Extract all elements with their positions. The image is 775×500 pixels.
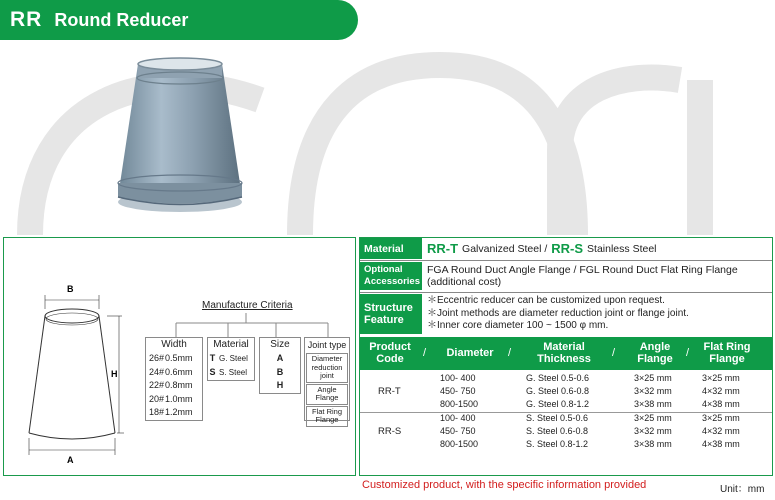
material-value: S. Steel	[219, 367, 248, 377]
material-header: Material	[213, 339, 249, 350]
col-header-flat: Flat Ring Flange	[703, 341, 751, 365]
width-value: 1.0mm	[165, 393, 193, 404]
size-header: Size	[270, 339, 290, 350]
col-header-diameter: Diameter	[446, 347, 494, 359]
width-code: 20#	[148, 393, 164, 404]
size-value: H	[276, 380, 284, 390]
cell-thickness: G. Steel 0.5-0.6	[526, 373, 590, 383]
cell-flat: 3×25 mm	[702, 373, 740, 383]
width-value: 0.6mm	[165, 366, 193, 377]
cell-diameter: 450- 750	[440, 426, 476, 436]
width-value: 1.2mm	[165, 407, 193, 417]
feature-row	[360, 294, 772, 334]
width-box	[145, 337, 203, 421]
material-label: Material	[360, 238, 422, 259]
cell-diameter: 100- 400	[440, 413, 476, 423]
group-code: RR-S	[378, 426, 402, 437]
table-row	[360, 412, 772, 425]
material-code: S	[209, 366, 216, 377]
cell-flat: 4×38 mm	[702, 399, 740, 409]
feature-line: ＊Eccentric reducer can be customized upon request.	[427, 295, 665, 307]
dimension-drawing	[14, 273, 134, 473]
product-name-title: Round Reducer	[54, 9, 189, 30]
table-row	[360, 372, 772, 385]
cell-diameter: 100- 400	[440, 373, 476, 383]
table-row	[360, 438, 772, 451]
cell-angle: 3×25 mm	[634, 413, 672, 423]
material-code-t: RR-T	[427, 241, 459, 256]
product-code-title: RR	[10, 8, 43, 31]
feature-line: ＊Joint methods are diameter reduction joint or flange joint.	[427, 307, 689, 319]
material-box	[207, 337, 255, 381]
cell-flat: 4×32 mm	[702, 386, 740, 396]
width-header: Width	[161, 339, 187, 350]
dimension-label-a: A	[67, 455, 74, 465]
material-row	[360, 238, 772, 259]
table-row	[360, 425, 772, 438]
unit-note: Unit：mm	[720, 484, 765, 495]
cell-diameter: 800-1500	[440, 399, 479, 409]
width-code: 26#	[148, 353, 164, 363]
cell-thickness: G. Steel 0.8-1.2	[526, 399, 590, 409]
group-code: RR-T	[378, 386, 401, 397]
col-header-angle: Angle Flange	[637, 341, 673, 365]
width-code: 24#	[148, 366, 164, 377]
cell-diameter: 800-1500	[440, 439, 479, 449]
spec-table-header: Product Code / Diameter / Material Thickness / Angle Flange / Flat Ring Flange	[360, 337, 772, 370]
col-header-thickness: Material Thickness	[537, 341, 591, 365]
title-bar	[0, 0, 358, 40]
width-value: 0.5mm	[165, 353, 193, 363]
joint-type-item: Diameter reduction joint	[306, 353, 348, 383]
cell-angle: 3×38 mm	[634, 399, 672, 409]
cell-flat: 3×25 mm	[702, 413, 740, 423]
criteria-title: Manufacture Criteria	[202, 300, 293, 311]
material-desc-t: Galvanized Steel /	[462, 242, 548, 255]
cell-flat: 4×38 mm	[702, 439, 740, 449]
table-row	[360, 385, 772, 398]
size-value: B	[276, 366, 284, 377]
accessories-line: FGA Round Duct Angle Flange / FGL Round Duct Flat Ring Flange	[427, 264, 738, 276]
material-code-s: RR-S	[551, 241, 584, 256]
accessories-row	[360, 262, 772, 290]
width-code: 18#	[148, 407, 164, 417]
feature-label: Structure Feature	[360, 294, 422, 334]
cell-thickness: S. Steel 0.6-0.8	[526, 426, 589, 436]
joint-type-item: Flat Ring Flange	[306, 406, 348, 427]
joint-type-item: Angle Flange	[306, 384, 348, 405]
cell-thickness: S. Steel 0.5-0.6	[526, 413, 589, 423]
joint-type-box	[304, 337, 350, 424]
cell-thickness: S. Steel 0.8-1.2	[526, 439, 589, 449]
size-box	[259, 337, 301, 394]
width-code: 22#	[148, 380, 164, 390]
material-value: G. Steel	[219, 354, 248, 363]
table-row	[360, 398, 772, 411]
cell-thickness: G. Steel 0.6-0.8	[526, 386, 590, 396]
customization-note: Customized product, with the specific information provided	[362, 479, 647, 491]
dimension-label-h: H	[111, 369, 118, 379]
material-desc-s: Stainless Steel	[587, 242, 657, 255]
col-header-code: Product Code	[369, 341, 411, 365]
cell-angle: 3×32 mm	[634, 426, 672, 436]
joint-type-header: Joint type	[307, 340, 347, 350]
cell-flat: 4×32 mm	[702, 426, 740, 436]
specification-panel	[359, 237, 773, 476]
cell-diameter: 450- 750	[440, 386, 476, 396]
cell-angle: 3×38 mm	[634, 439, 672, 449]
dimension-label-b: B	[67, 284, 74, 294]
reducer-product-image	[100, 50, 260, 225]
feature-line: ＊Inner core diameter 100 ~ 1500 φ mm.	[427, 320, 609, 332]
cell-angle: 3×25 mm	[634, 373, 672, 383]
width-value: 0.8mm	[165, 380, 193, 390]
accessories-label: Optional Accessories	[360, 262, 422, 290]
accessories-line: (additional cost)	[427, 276, 502, 288]
manufacture-panel	[3, 237, 356, 476]
cell-angle: 3×32 mm	[634, 386, 672, 396]
material-code: T	[209, 353, 216, 363]
size-value: A	[276, 353, 284, 363]
